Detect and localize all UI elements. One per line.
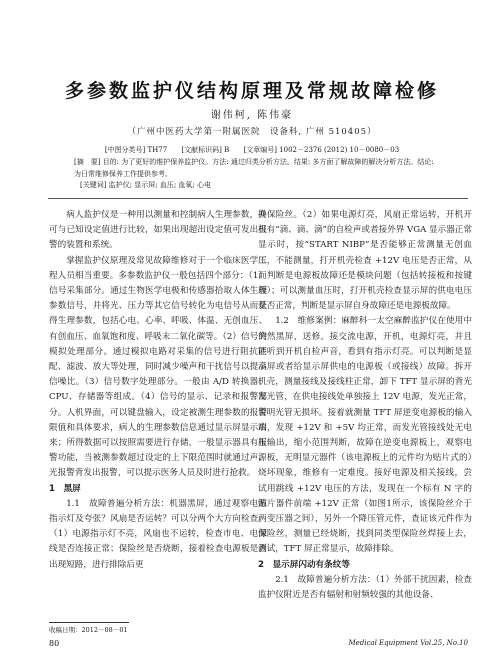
abstract-text: [摘 要] 目的: 为了更好的维护保养监护仪。方法: 通过归类分析方法。结果: 多方面了解故障的解决分析方法。结论: 为日常维修保养工作提供参考。	[74, 158, 434, 178]
journal-footer: Medical Equipment Vol.25, No.10	[348, 639, 468, 647]
affiliation: （广州中医药大学第一附属医院 设备科, 广州 510405）	[127, 127, 377, 137]
class-number: [中图分类号] TH77	[104, 146, 168, 154]
parts-paragraph: 掌握监护仪原理及常见故障维修对于一个临床医学工程人员相当重要。多参数监护仪一般包括四个部分：（1）信号采集部分。通过生物医学电极和传感器拾取人体生理参数信号，并将光、压力等其它信号转化为电信号从而获得生理参数，包括心电、心率、呼吸、体温、无创血压、有创血压、血氧饱和度、呼吸末二氧化碳等。（2）信号的模拟处理部分。通过模拟电路对采集的信号进行阻抗匹配、滤波、放大等处理，同时减少噪声和干扰信号以提高信噪比。（3）信号数字处理部分。一般由 A/D 转换器、CPU、存储器等组成。（4）信号的显示、记录和报警部分。人机界面，可以键盘输入，设定被测生理参数的报警限值和具体要求，病人的生理参数信息通过显示屏显示出来；所得数据可以按照需要进行存储，一般显示器具有报警功能，当被测参数超过设定的上下限范围时就通过声、光报警背发出报警，可以提示医务人员及时进行抢救。	[49, 255, 267, 479]
repair-case-paragraph: 1.2 维修案例：麻醉科一太空麻醉监护仪在使用中突然黑屏，送修。接交流电源，开机，电源灯亮，并且能听到开机自检声音，看到有指示灯亮。可以判断是显示屏或者给显示屏供电的电源板（或接线）故障。拆开机壳，测量接线及接线柱正常，卸下 TFT 显示屏的背光发光管，在供电接线处单独接上 12V 电源，发光正常，说明光管无损坏。接着就测量 TFT 屏逆变电源板的输入端，发现 +12V 和 +5V 均正常，而发光管接线处无电压输出，缩小范围判断，故障在逆变电源板上，观察电源板，无明显元器件（该电源板上的元件均为贴片式的）烧坏现象，维修有一定难度。接好电源及相关接线，尝试用跳线 +12V 电压的方法，发现在一个标有 N 字的贴片器件前端 +12V 正常（如图1所示，该保险丝介于两变压器之间），另外一个降压管元件，查证该元件作为保险丝，测量已经烧断，找到同类型保险丝焊接上去，测试，TFT 屏正常显示，故障排除。	[258, 316, 472, 555]
keywords: [关键词] 监护仪; 显示屏; 血压; 血氧; 心电	[80, 181, 212, 189]
doc-code: [文献标识码] B	[181, 146, 230, 154]
section-2-1-paragraph: 2.1 故障普遍分析方法：（1）外部干扰因素，检查监护仪附近是否有辐射和射频较强的其他设备、	[258, 574, 472, 601]
intro-paragraph: 病人监护仪是一种用以测量和控制病人生理参数，并可与已知设定值进行比较，如果出现超出设定值可发出报警的装置和系统。	[49, 210, 267, 251]
classification-line	[0, 145, 504, 155]
section-heading-flicker: 2 显示屏闪动有条纹等	[258, 559, 350, 570]
article-number: [文章编号] 1002－2376 (2012) 10－0080－03	[243, 146, 400, 154]
right-column	[258, 208, 472, 603]
left-column	[49, 208, 267, 573]
abstract	[74, 156, 436, 196]
footnote-rule	[49, 622, 129, 623]
continued-paragraph: 换保险丝。（2）如果电源灯亮，风扇正常运转，开机开机有“滴、滴、滴”的自检声或者接外界 VGA 显示器正常显示时，按“START NIBP”是否能够正常测量无创血压，不能测量，打开机壳检查 +12V 电压是否正常，从而判断是电源板故障还是模块问题（包括转接板和按键板）；可以测量血压时，打开机壳检查显示屏的供电电压是否正常，判断是显示屏自身故障还是电源板故障。	[258, 210, 472, 312]
section-1-1-paragraph: 1.1 故障普遍分析方法：机器黑屏，通过观察电源指示灯及夸张？风扇是否运转？可以分两个大方向检查。（1）电源指示灯不亮，风扇也不运转，检查市电、电源线是否连接正常；保险丝是否烧断，接着检查电源板是否出现短路，进行排除后更	[49, 498, 267, 570]
header-divider	[48, 198, 468, 199]
authors: 谢伟柯, 陈伟豪	[210, 110, 294, 121]
page-number: 80	[49, 639, 60, 648]
article-title: 多参数监护仪结构原理及常规故障检修	[64, 80, 439, 102]
section-heading-black-screen: 1 黑屏	[49, 483, 81, 494]
received-date: 收稿日期：2012－08－01	[49, 626, 128, 634]
